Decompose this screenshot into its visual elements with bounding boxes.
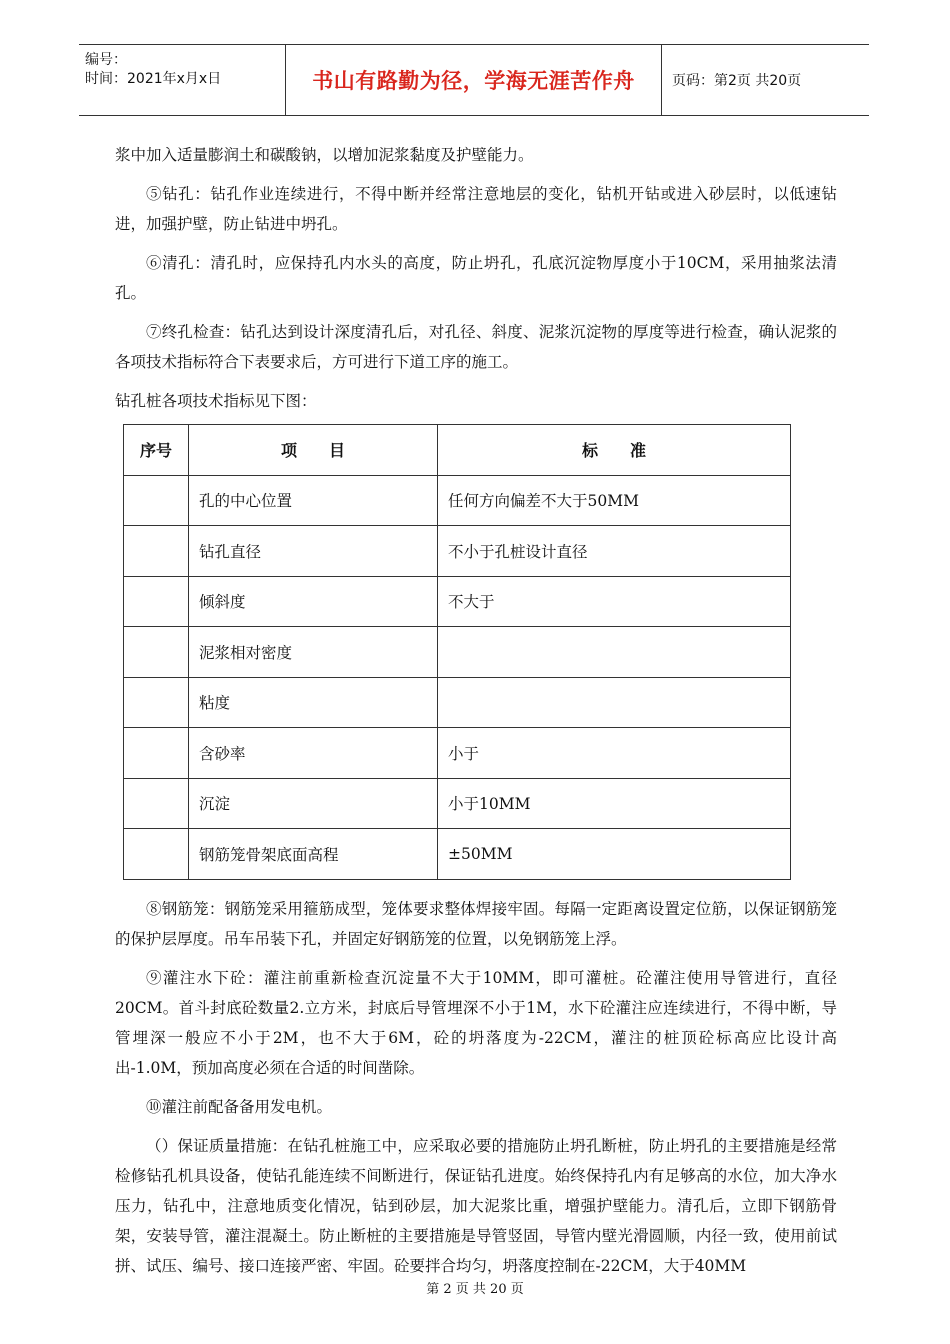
page-header xyxy=(79,44,869,116)
paragraph-drilling: ⑤钻孔：钻孔作业连续进行，不得中断并经常注意地层的变化，钻机开钻或进入砂层时，以低速钻进，加强护壁，防止钻进中坍孔。 xyxy=(115,185,837,233)
cell-standard: 不小于孔桩设计直径 xyxy=(438,526,791,577)
cell-no xyxy=(124,526,189,577)
spec-table xyxy=(123,424,791,880)
table-intro: 钻孔桩各项技术指标见下图： xyxy=(115,392,317,410)
code-label: 编号： xyxy=(85,52,127,68)
cell-standard: ±50MM xyxy=(438,829,791,880)
cell-item: 含砂率 xyxy=(189,728,438,779)
cell-item: 钢筋笼骨架底面高程 xyxy=(189,829,438,880)
table-row xyxy=(124,677,791,728)
header-motto: 书山有路勤为径，学海无涯苦作舟 xyxy=(286,45,662,115)
header-meta xyxy=(79,45,286,115)
cell-standard: 任何方向偏差不大于50MM xyxy=(438,475,791,526)
cell-item: 钻孔直径 xyxy=(189,526,438,577)
cell-standard: 小于10MM xyxy=(438,778,791,829)
cell-no xyxy=(124,728,189,779)
cell-item: 泥浆相对密度 xyxy=(189,627,438,678)
cell-item: 沉淀 xyxy=(189,778,438,829)
cell-no xyxy=(124,829,189,880)
cell-item: 倾斜度 xyxy=(189,576,438,627)
paragraph-quality-measures: （）保证质量措施：在钻孔桩施工中，应采取必要的措施防止坍孔断桩，防止坍孔的主要措施是经常检修钻孔机具设备，使钻孔能连续不间断进行，保证钻孔进度。始终保持孔内有足够高的水位，加大净水压力，钻孔中，注意地质变化情况，钻到砂层，加大泥浆比重，增强护壁能力。清孔后，立即下钢筋骨架，安装导管，灌注混凝土。防止断桩的主要措施是导管竖固，导管内壁光滑圆顺，内径一致，使用前试拼、试压、编号、接口连接严密、牢固。砼要拌合均匀，坍落度控制在-22CM，大于40MM xyxy=(115,1136,837,1275)
col-header-standard: 标 准 xyxy=(438,425,791,476)
cell-item: 孔的中心位置 xyxy=(189,475,438,526)
col-header-item: 项 目 xyxy=(189,425,438,476)
paragraph-underwater-concrete: ⑨灌注水下砼：灌注前重新检查沉淀量不大于10MM，即可灌桩。砼灌注使用导管进行，直径20CM。首斗封底砼数量2.立方米，封底后导管埋深不小于1M，水下砼灌注应连续进行，不得中断，导管埋深一般应不小于2M，也不大于6M，砼的坍落度为-22CM，灌注的桩顶砼标高应比设计高出-1.0M，预加高度必须在合适的时间凿除。 xyxy=(115,968,837,1077)
cell-no xyxy=(124,677,189,728)
table-row xyxy=(124,829,791,880)
cell-no xyxy=(124,475,189,526)
table-row xyxy=(124,728,791,779)
paragraph-final-inspection: ⑦终孔检查：钻孔达到设计深度清孔后，对孔径、斜度、泥浆沉淀物的厚度等进行检查，确认泥浆的各项技术指标符合下表要求后，方可进行下道工序的施工。 xyxy=(115,323,837,371)
table-row xyxy=(124,475,791,526)
cell-standard: 小于 xyxy=(438,728,791,779)
header-page-info: 页码：第2页 共20页 xyxy=(672,73,802,89)
cell-standard xyxy=(438,677,791,728)
col-header-no: 序号 xyxy=(124,425,189,476)
cell-standard xyxy=(438,627,791,678)
cell-no xyxy=(124,627,189,678)
time-label: 时间：2021年x月x日 xyxy=(85,71,222,87)
document-body xyxy=(115,140,837,1281)
cell-no xyxy=(124,778,189,829)
paragraph-hole-cleaning: ⑥清孔：清孔时，应保持孔内水头的高度，防止坍孔，孔底沉淀物厚度小于10CM，采用抽浆法清孔。 xyxy=(115,254,837,302)
cell-standard: 不大于 xyxy=(438,576,791,627)
cell-item: 粘度 xyxy=(189,677,438,728)
table-row xyxy=(124,576,791,627)
page-footer: 第 2 页 共 20 页 xyxy=(426,1282,524,1297)
table-row xyxy=(124,526,791,577)
paragraph-continuation: 浆中加入适量膨润土和碳酸钠，以增加泥浆黏度及护壁能力。 xyxy=(115,146,534,164)
paragraph-generator: ⑩灌注前配备备用发电机。 xyxy=(146,1097,333,1116)
table-row xyxy=(124,778,791,829)
paragraph-rebar-cage: ⑧钢筋笼：钢筋笼采用箍筋成型，笼体要求整体焊接牢固。每隔一定距离设置定位筋，以保证钢筋笼的保护层厚度。吊车吊装下孔，并固定好钢筋笼的位置，以免钢筋笼上浮。 xyxy=(115,899,837,948)
table-row xyxy=(124,627,791,678)
cell-no xyxy=(124,576,189,627)
table-header-row xyxy=(124,425,791,476)
